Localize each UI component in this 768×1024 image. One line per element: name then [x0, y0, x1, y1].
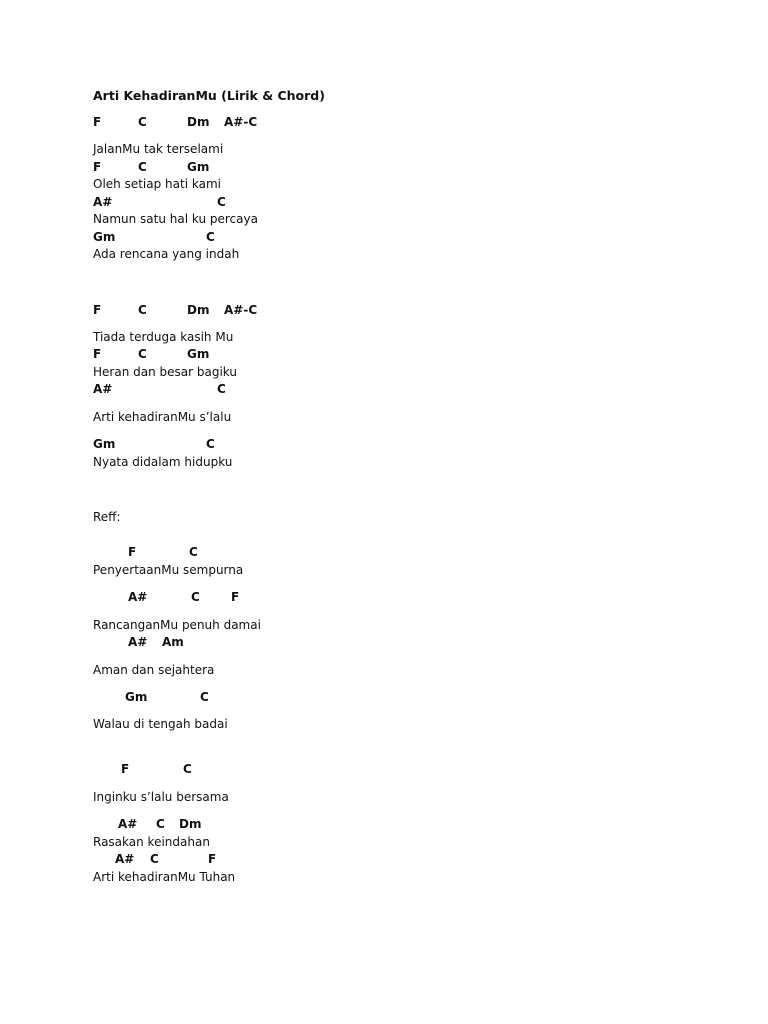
chord: C [183, 762, 192, 776]
chord: Dm [179, 817, 202, 831]
chord: F [128, 545, 137, 559]
lyric-line: Namun satu hal ku percaya [93, 212, 258, 226]
chord: C [138, 160, 147, 174]
chord: Gm [125, 690, 148, 704]
chord: C [200, 690, 209, 704]
lyric-line: Walau di tengah badai [93, 717, 228, 731]
lyric-line: Arti kehadiranMu s’lalu [93, 410, 232, 424]
chord: A#-C [224, 115, 258, 129]
chord: A# [115, 852, 135, 866]
chord: C [191, 590, 200, 604]
lyric-line: Nyata didalam hidupku [93, 455, 233, 469]
chord: Gm [187, 347, 210, 361]
chord: A# [128, 635, 148, 649]
chord: Gm [93, 437, 116, 451]
lyric-line: Aman dan sejahtera [93, 663, 215, 677]
chord: C [217, 382, 226, 396]
chord: F [208, 852, 217, 866]
chord: C [206, 230, 215, 244]
lyric-line: PenyertaanMu sempurna [93, 563, 244, 577]
chord: C [189, 545, 198, 559]
chord: F [121, 762, 130, 776]
chord: C [138, 347, 147, 361]
lyric-line: Oleh setiap hati kami [93, 177, 221, 191]
chord: C [217, 195, 226, 209]
chord: A# [93, 195, 113, 209]
chord: C [206, 437, 215, 451]
chord: F [231, 590, 240, 604]
chord: Gm [187, 160, 210, 174]
lyric-line: Rasakan keindahan [93, 835, 210, 849]
chord: C [138, 303, 147, 317]
chord: A# [128, 590, 148, 604]
lyric-line: JalanMu tak terselami [93, 142, 224, 156]
chord: A# [93, 382, 113, 396]
chord: F [93, 160, 102, 174]
lyric-line: Ada rencana yang indah [93, 247, 240, 261]
lyric-line: RancanganMu penuh damai [93, 618, 261, 632]
reff-label: Reff: [93, 510, 121, 524]
chord: C [150, 852, 159, 866]
chord: A#-C [224, 303, 258, 317]
chord: A# [118, 817, 138, 831]
lyric-line: Tiada terduga kasih Mu [93, 330, 234, 344]
lyric-line: Heran dan besar bagiku [93, 365, 237, 379]
chord: F [93, 347, 102, 361]
chord: F [93, 115, 102, 129]
chord: Gm [93, 230, 116, 244]
chord: Dm [187, 115, 210, 129]
chord: Dm [187, 303, 210, 317]
lyric-line: Inginku s’lalu bersama [93, 790, 229, 804]
song-title: Arti KehadiranMu (Lirik & Chord) [93, 88, 325, 103]
chord: C [138, 115, 147, 129]
chord: F [93, 303, 102, 317]
chord: Am [162, 635, 184, 649]
lyric-line: Arti kehadiranMu Tuhan [93, 870, 236, 884]
chord: C [156, 817, 165, 831]
